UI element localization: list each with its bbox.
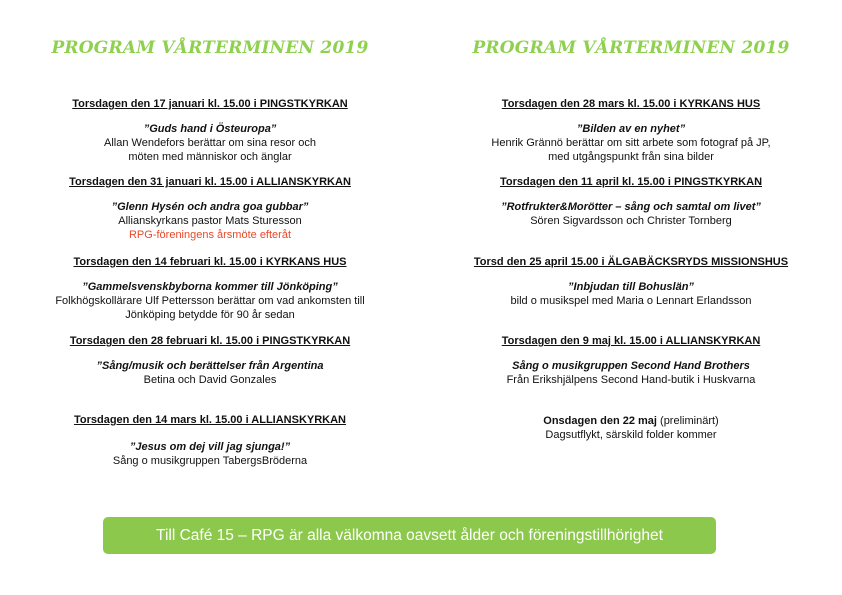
event-heading (451, 414, 811, 428)
event-description: Sören Sigvardsson och Christer Tornberg (530, 215, 732, 227)
event-description: Jönköping betydde för 90 år sedan (125, 309, 295, 321)
event-right-5 (451, 414, 811, 442)
event-description: Från Erikshjälpens Second Hand-butik i Huskvarna (506, 374, 756, 386)
event-right-1 (451, 97, 811, 164)
event-description: Dagsutflykt, särskild folder kommer (545, 429, 717, 441)
event-heading: Torsdagen den 11 april kl. 15.00 i PINGSTKYRKAN (499, 176, 763, 188)
event-heading: Torsd den 25 april 15.00 i ÄLGABÄCKSRYDS MISSIONSHUS (473, 256, 789, 268)
event-date: Onsdagen den 22 maj (543, 415, 657, 427)
event-description: bild o musikspel med Maria o Lennart Erlandsson (510, 295, 752, 307)
left-column (30, 36, 390, 468)
event-note: RPG-föreningens årsmöte efteråt (128, 229, 292, 241)
event-description: Allianskyrkans pastor Mats Sturesson (118, 215, 302, 227)
preliminary-note: (preliminärt) (660, 415, 719, 427)
event-description: Sång o musikgruppen TabergsBröderna (112, 455, 308, 467)
event-heading: Torsdagen den 14 mars kl. 15.00 i ALLIANSKYRKAN (73, 414, 347, 426)
event-title: ”Rotfrukter&Morötter – sång och samtal om livet” (501, 201, 761, 213)
welcome-banner: Till Café 15 – RPG är alla välkomna oavsett ålder och föreningstillhörighet (103, 517, 716, 554)
event-heading: Torsdagen den 28 februari kl. 15.00 i PINGSTKYRKAN (69, 335, 351, 347)
event-heading: Torsdagen den 14 februari kl. 15.00 i KYRKANS HUS (73, 256, 347, 268)
event-left-4 (30, 334, 390, 387)
event-description: med utgångspunkt från sina bilder (548, 151, 714, 163)
event-right-4 (451, 334, 811, 387)
event-description: möten med människor och änglar (128, 151, 292, 163)
event-heading: Torsdagen den 28 mars kl. 15.00 i KYRKANS HUS (501, 98, 761, 110)
event-description: Betina och David Gonzales (143, 374, 277, 386)
event-right-2 (451, 175, 811, 228)
event-title: ”Gammelsvenskbyborna kommer till Jönköping” (82, 281, 338, 293)
event-title: ”Guds hand i Östeuropa” (143, 123, 277, 135)
event-right-3 (451, 255, 811, 308)
event-left-5 (30, 413, 390, 468)
event-title: ”Bilden av en nyhet” (576, 123, 686, 135)
program-title-right: PROGRAM VÅRTERMINEN 2019 (472, 38, 790, 58)
event-left-1 (30, 97, 390, 164)
event-left-2 (30, 175, 390, 242)
event-title: ”Jesus om dej vill jag sjunga!” (129, 441, 291, 453)
event-description: Folkhögskollärare Ulf Pettersson berättar om vad ankomsten till (55, 295, 365, 307)
event-left-3 (30, 255, 390, 322)
event-title: ”Sång/musik och berättelser från Argentina (96, 360, 324, 372)
event-description: Allan Wendefors berättar om sina resor och (104, 137, 316, 149)
event-heading: Torsdagen den 9 maj kl. 15.00 i ALLIANSKYRKAN (501, 335, 761, 347)
event-heading: Torsdagen den 17 januari kl. 15.00 i PINGSTKYRKAN (72, 98, 348, 110)
program-title-left: PROGRAM VÅRTERMINEN 2019 (51, 38, 369, 58)
event-description: Henrik Grännö berättar om sitt arbete som fotograf på JP, (491, 137, 771, 149)
event-title: Sång o musikgruppen Second Hand Brothers (512, 360, 750, 372)
event-heading: Torsdagen den 31 januari kl. 15.00 i ALLIANSKYRKAN (69, 176, 351, 188)
right-column (451, 36, 811, 442)
event-title: ”Inbjudan till Bohuslän” (568, 281, 694, 293)
event-title: ”Glenn Hysén och andra goa gubbar” (111, 201, 309, 213)
